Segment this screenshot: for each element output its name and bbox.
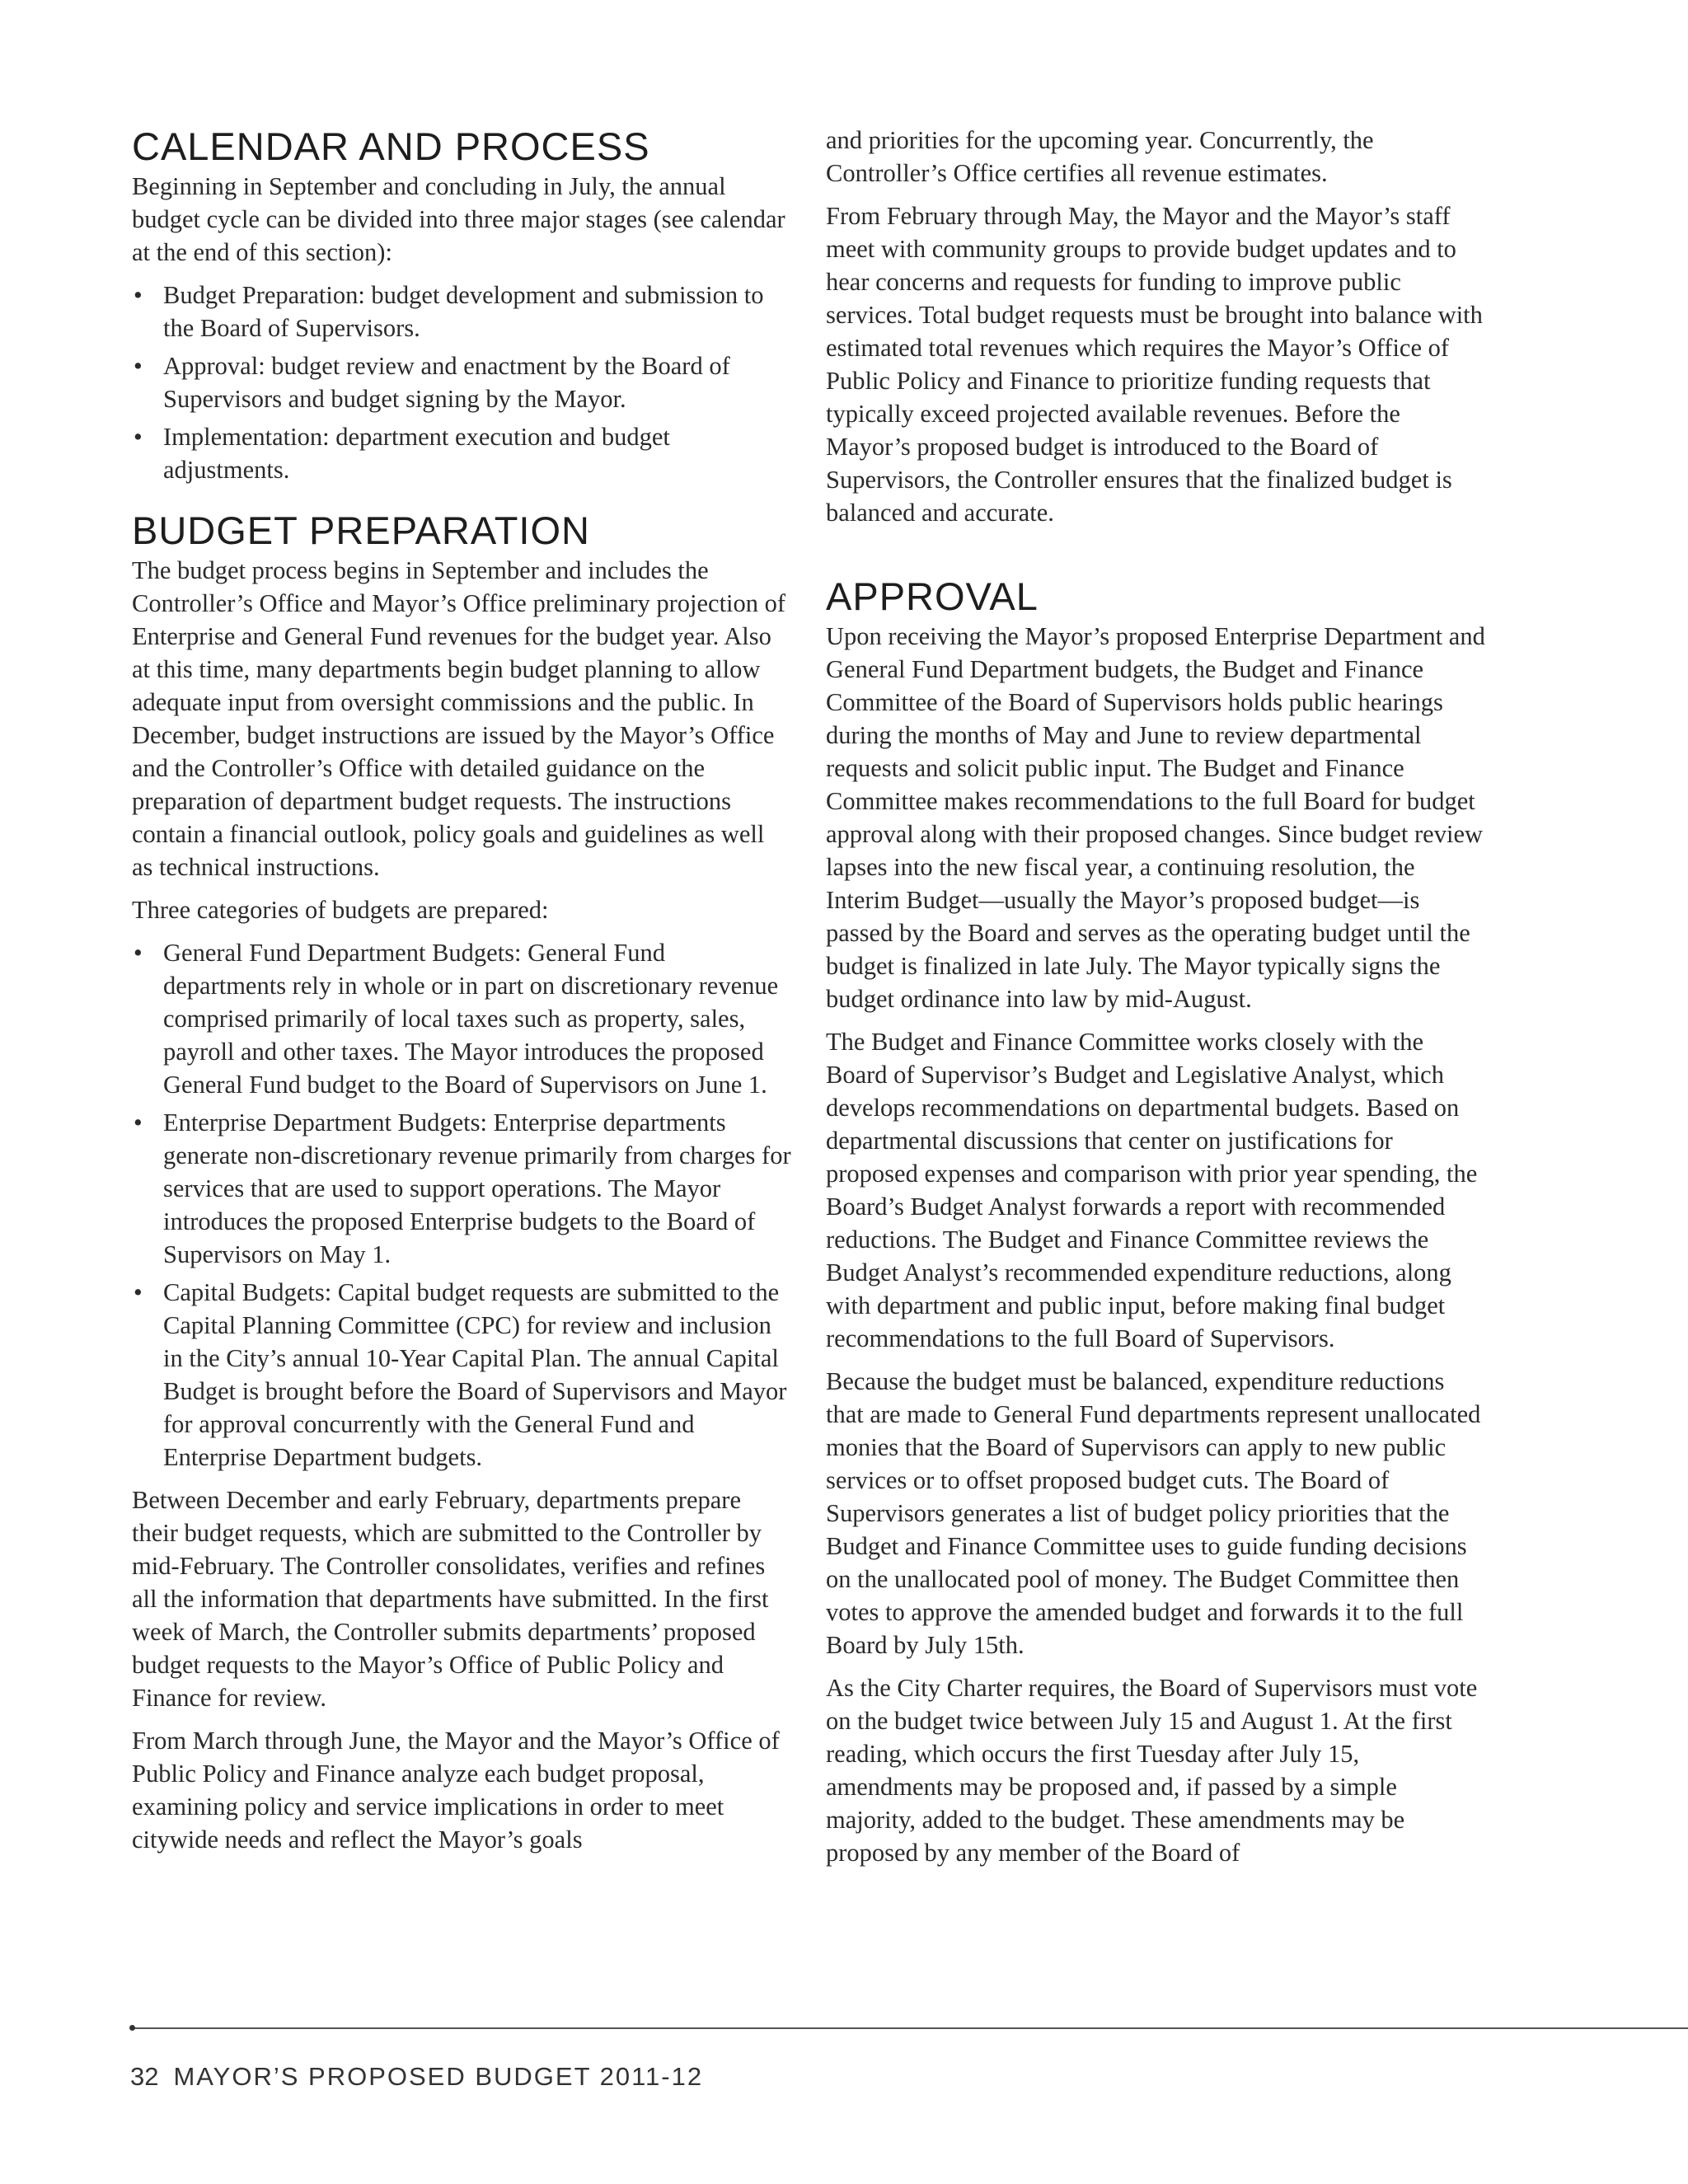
paragraph: From March through June, the Mayor and the Mayor’s Office of Public Policy and Finance analyze each budget proposal, examining policy and service implications in order to meet citywide needs and reflect the Mayor’s goals: [132, 1727, 780, 1854]
footer-divider-dot: [129, 2025, 135, 2031]
section-heading-budget-preparation: BUDGET PREPARATION: [132, 509, 590, 552]
budget-categories-list: [132, 936, 791, 1474]
section-heading-calendar: CALENDAR AND PROCESS: [132, 124, 650, 168]
page-footer: [130, 2060, 703, 2093]
paragraph: and priorities for the upcoming year. Concurrently, the Controller’s Office certifies all revenue estimates.: [826, 126, 1374, 187]
page-number: 32: [130, 2062, 159, 2091]
left-column: [132, 124, 791, 1866]
list-item: • Approval: budget review and enactment by the Board of Supervisors and budget signing by the Mayor.: [132, 349, 791, 415]
stages-list: [132, 279, 791, 486]
paragraph: From February through May, the Mayor and the Mayor’s staff meet with community groups to provide budget updates and to hear concerns and requests for funding to improve public services. Total budget requests must be brought into balance with estimated total revenues which requires the Mayor’s Office of Public Policy and Finance to prioritize funding requests that typically exceed projected available revenues. Before the Mayor’s proposed budget is introduced to the Board of Supervisors, the Controller ensures that the finalized budget is balanced and accurate.: [826, 202, 1483, 527]
footer-title: MAYOR’S PROPOSED BUDGET 2011-12: [173, 2062, 704, 2091]
paragraph: The Budget and Finance Committee works closely with the Board of Supervisor’s Budget and Legislative Analyst, which develops recommendations on departmental budgets. Based on departmental discussions that center on justifications for proposed expenses and comparison with prior year spending, the Board’s Budget Analyst forwards a report with recommended reductions. The Budget and Finance Committee reviews the Budget Analyst’s recommended expenditure reductions, along with department and public input, before making final budget recommendations to the full Board of Supervisors.: [826, 1028, 1478, 1352]
list-item: • Capital Budgets: Capital budget requests are submitted to the Capital Planning Committee (CPC) for review and inclusion in the City’s annual 10-Year Capital Plan. The annual Capital Budget is brought before the Board of Supervisors and Mayor for approval concurrently with the General Fund and Enterprise Department budgets.: [132, 1276, 791, 1474]
paragraph-calendar-intro: Beginning in September and concluding in July, the annual budget cycle can be divided into three major stages (see calendar at the end of this section):: [132, 172, 785, 266]
right-column: [826, 124, 1485, 1879]
footer-divider: [132, 2027, 1688, 2029]
paragraph: As the City Charter requires, the Board of Supervisors must vote on the budget twice between July 15 and August 1. At the first reading, which occurs the first Tuesday after July 15, amendments may be proposed and, if passed by a simple majority, added to the budget. These amendments may be proposed by any member of the Board of: [826, 1674, 1478, 1867]
list-item: • Enterprise Department Budgets: Enterprise departments generate non-discretionary revenue primarily from charges for services that are used to support operations. The Mayor introduces the proposed Enterprise budgets to the Board of Supervisors on May 1.: [132, 1106, 791, 1271]
paragraph: Because the budget must be balanced, expenditure reductions that are made to General Fund departments represent unallocated monies that the Board of Supervisors can apply to new public services or to offset proposed budget cuts. The Board of Supervisors generates a list of budget policy priorities that the Budget and Finance Committee uses to guide funding decisions on the unallocated pool of money. The Budget Committee then votes to approve the amended budget and forwards it to the full Board by July 15th.: [826, 1367, 1481, 1659]
list-item: • General Fund Department Budgets: General Fund departments rely in whole or in part on discretionary revenue comprised primarily of local taxes such as property, sales, payroll and other taxes. The Mayor introduces the proposed General Fund budget to the Board of Supervisors on June 1.: [132, 936, 791, 1101]
section-heading-approval: APPROVAL: [826, 574, 1039, 618]
paragraph: The budget process begins in September and includes the Controller’s Office and Mayor’s Office preliminary projection of Enterprise and General Fund revenues for the budget year. Also at this time, many departments begin budget planning to allow adequate input from oversight commissions and the public. In December, budget instructions are issued by the Mayor’s Office and the Controller’s Office with detailed guidance on the preparation of department budget requests. The instructions contain a financial outlook, policy goals and guidelines as well as technical instructions.: [132, 556, 786, 881]
paragraph: Three categories of budgets are prepared:: [132, 896, 549, 924]
paragraph: Between December and early February, departments prepare their budget requests, which are submitted to the Controller by mid-February. The Controller consolidates, verifies and refines all the information that departments have submitted. In the first week of March, the Controller submits departments’ proposed budget requests to the Mayor’s Office of Public Policy and Finance for review.: [132, 1486, 769, 1712]
list-item: • Budget Preparation: budget development and submission to the Board of Supervisors.: [132, 279, 791, 344]
list-item: • Implementation: department execution and budget adjustments.: [132, 420, 791, 486]
paragraph: Upon receiving the Mayor’s proposed Enterprise Department and General Fund Department budgets, the Budget and Finance Committee of the Board of Supervisors holds public hearings during the months of May and June to review departmental requests and solicit public input. The Budget and Finance Committee makes recommendations to the full Board for budget approval along with their proposed changes. Since budget review lapses into the new fiscal year, a continuing resolution, the Interim Budget—usually the Mayor’s proposed budget—is passed by the Board and serves as the operating budget until the budget is finalized in late July. The Mayor typically signs the budget ordinance into law by mid-August.: [826, 622, 1485, 1013]
